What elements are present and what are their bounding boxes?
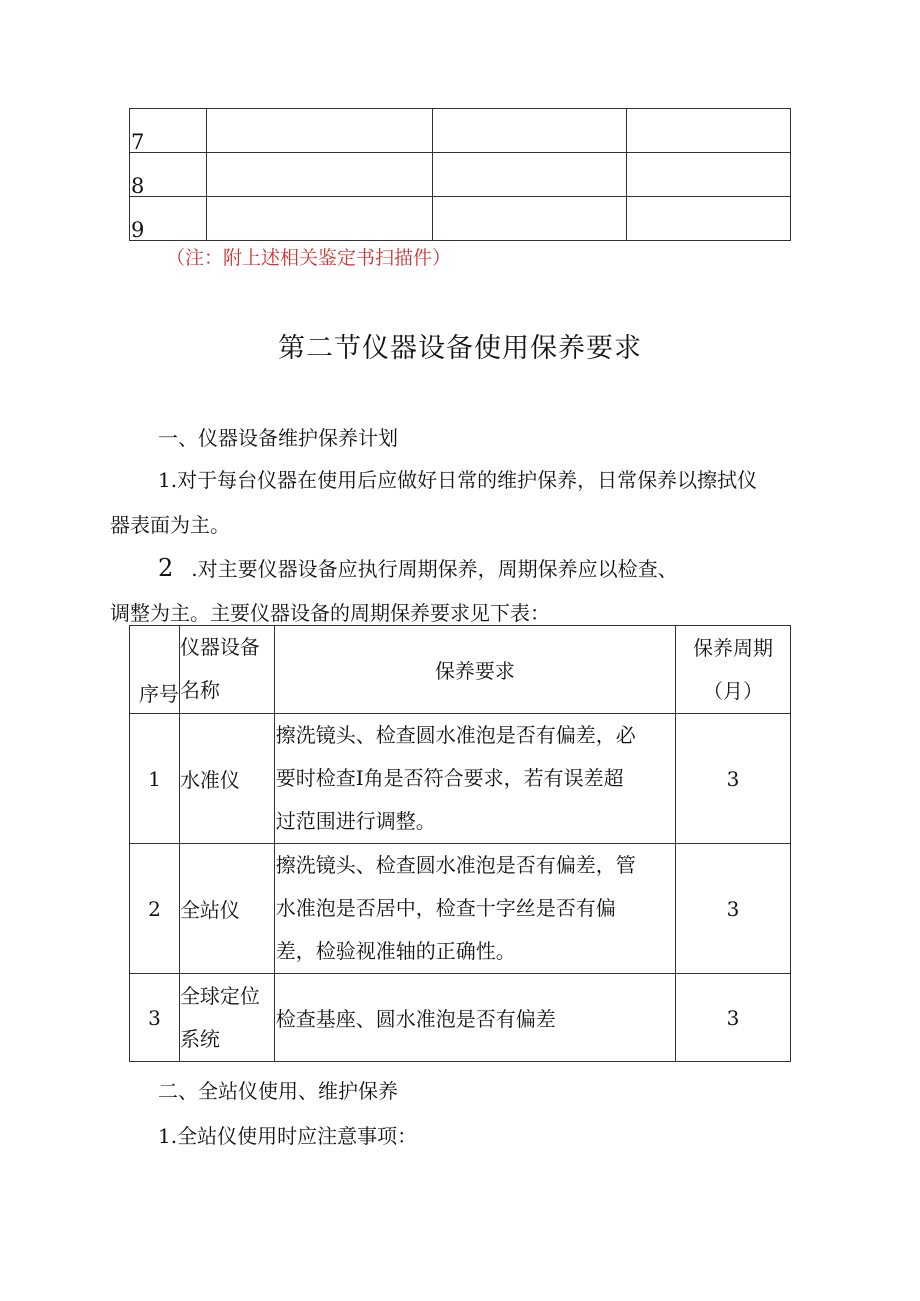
row-period: 3: [676, 844, 791, 974]
row-seq: 2: [130, 844, 180, 974]
paragraph-usage-notes: 1.全站仪使用时应注意事项：: [158, 1124, 418, 1148]
row-requirement: 检查基座、圆水准泡是否有偏差: [274, 974, 675, 1062]
header-requirement: 保养要求: [274, 626, 675, 714]
table-cell: [432, 109, 627, 153]
paragraph-text: .对主要仪器设备应执行周期保养，周期保养应以检查、: [191, 557, 678, 581]
paragraph-number: 2: [158, 554, 174, 582]
table-row: [130, 714, 791, 844]
header-name: 仪器设备 名称: [179, 626, 274, 714]
row-requirement: 擦洗镜头、检查圆水准泡是否有偏差，管 水准泡是否居中，检查十字丝是否有偏 差，检验视准轴的正确性。: [274, 844, 675, 974]
row-seq: 1: [130, 714, 180, 844]
table-row: [130, 109, 791, 153]
table-cell: [432, 153, 627, 197]
table-cell: [432, 197, 627, 241]
row-period: 3: [676, 974, 791, 1062]
row-seq: 3: [130, 974, 180, 1062]
header-period: 保养周期 （月）: [676, 626, 791, 714]
heading-total-station: 二、全站仪使用、维护保养: [158, 1079, 398, 1103]
table-cell: [206, 153, 432, 197]
paragraph-periodic-maintenance-line2: 调整为主。主要仪器设备的周期保养要求见下表：: [110, 601, 550, 625]
equipment-list-table: [129, 108, 791, 241]
table-row: [130, 153, 791, 197]
row-equipment-name: 全球定位 系统: [179, 974, 274, 1062]
table-cell: [627, 109, 791, 153]
row-number: 7: [130, 109, 207, 153]
maintenance-table: [129, 625, 791, 1062]
row-requirement: 擦洗镜头、检查圆水准泡是否有偏差，必 要时检查Ⅰ角是否符合要求，若有误差超 过范围进行调整。: [274, 714, 675, 844]
table-cell: [627, 153, 791, 197]
header-seq: 序号: [130, 626, 180, 714]
paragraph-daily-maintenance-line1: 1.对于每台仪器在使用后应做好日常的维护保养，日常保养以擦拭仪: [158, 468, 758, 492]
row-equipment-name: 全站仪: [179, 844, 274, 974]
row-equipment-name: 水准仪: [179, 714, 274, 844]
section-title: 第二节仪器设备使用保养要求: [278, 333, 642, 364]
paragraph-periodic-maintenance-line1: [158, 554, 678, 582]
table-header-row: [130, 626, 791, 714]
table-cell: [627, 197, 791, 241]
table-row: [130, 974, 791, 1062]
row-number: 9: [130, 197, 207, 241]
table-cell: [206, 109, 432, 153]
table-row: [130, 844, 791, 974]
heading-maintenance-plan: 一、仪器设备维护保养计划: [158, 426, 398, 450]
row-period: 3: [676, 714, 791, 844]
row-number: 8: [130, 153, 207, 197]
paragraph-daily-maintenance-line2: 器表面为主。: [110, 513, 230, 537]
attachment-note: （注：附上述相关鉴定书扫描件）: [166, 247, 452, 269]
table-row: [130, 197, 791, 241]
table-cell: [206, 197, 432, 241]
